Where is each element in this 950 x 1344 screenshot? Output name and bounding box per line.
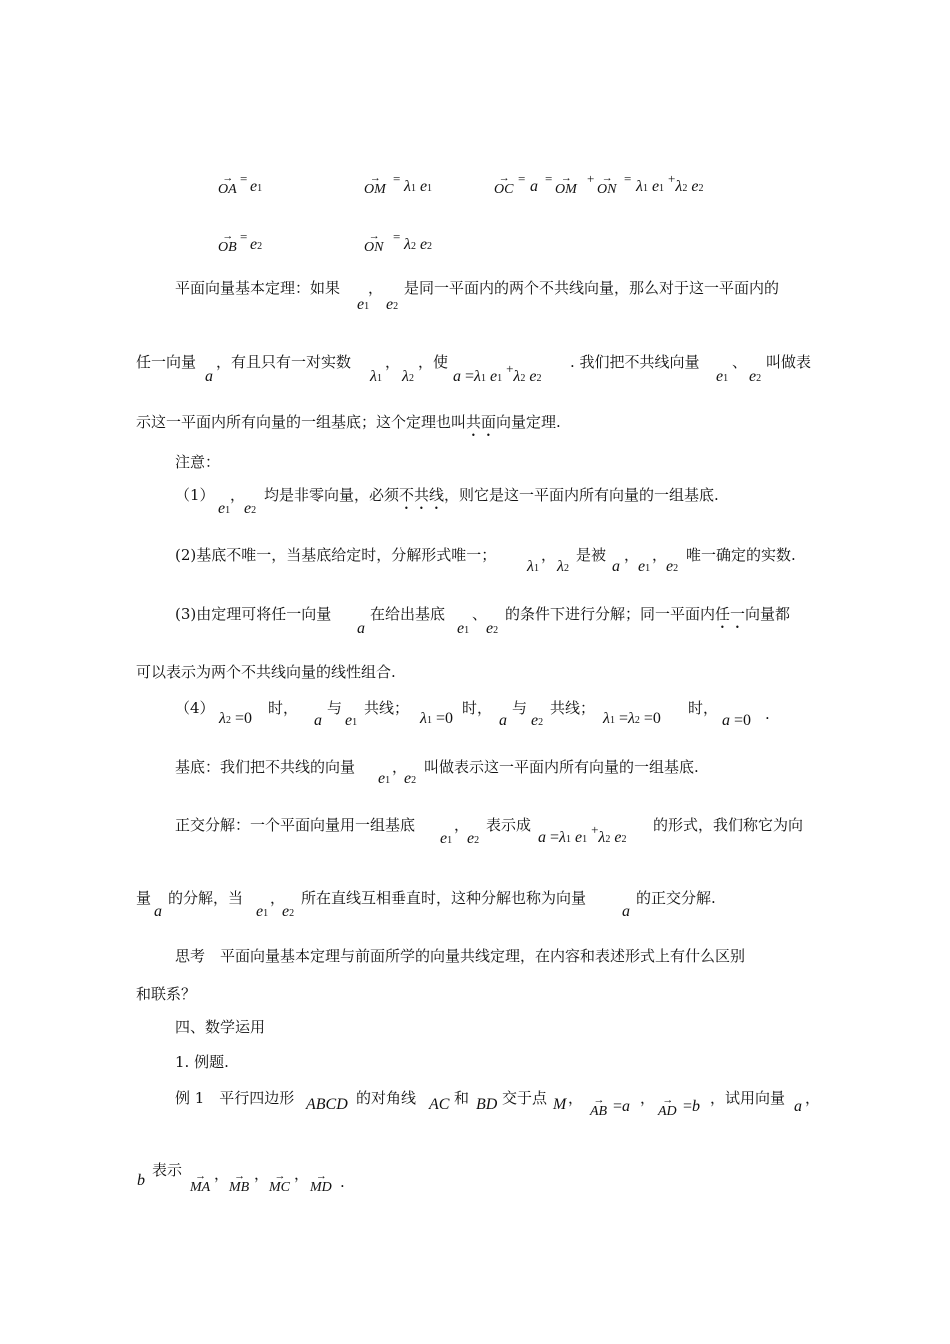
vector-md: → MD [310,1172,332,1196]
vector-a: a [612,558,620,575]
orthogonal-definition: 表示成 [486,816,532,834]
orthogonal-definition: 正交分解：一个平面向量用一组基底 [175,816,416,834]
lambda2: λ2 [402,368,414,385]
basis-e1: e1 [345,712,358,729]
basis-e2: e2 [244,500,257,517]
note-1: （1） [175,486,215,504]
plus-sign: + [587,171,595,186]
eq-sign: = [240,171,248,186]
lambda2-e2: λ2 e2 [404,236,433,253]
comma: ， [624,546,640,564]
note-4: 与 [512,699,528,717]
vector-ob: → OB [218,232,237,256]
orthogonal-definition: 的形式，我们称它为向 [653,816,804,834]
note-4: 时， [268,699,299,717]
comma: ， [385,353,401,371]
example-text: 和 [454,1089,470,1107]
ab-equals-a: =a [613,1098,631,1115]
note-2: 唯一确定的实数. [686,546,796,564]
note-3: (3)由定理可将任一向量 [175,605,332,623]
basis-e2: e2 [404,770,417,787]
vector-a: a [499,712,507,729]
basis-e2: e2 [467,830,480,847]
decomposition-formula: a =λ1 e1 +λ2 e2 [538,822,627,846]
theorem-text: . 我们把不共线向量 [570,353,700,371]
vector-a: a [622,903,630,920]
basis-e1: e1 [716,368,729,385]
vector-oc: → OC [494,174,513,198]
basis-e2: e2 [250,236,263,253]
comma: ， [270,889,286,907]
notes-title: 注意： [175,453,221,471]
comma: ， [541,546,557,564]
period: . [340,1173,345,1191]
vector-a: a [314,712,322,729]
note-3: 、 [472,605,488,623]
example-text: 例 1 平行四边形 [175,1089,295,1107]
orthogonal-definition: 所在直线互相垂直时，这种分解也称为向量 [301,889,587,907]
vector-a: a [154,903,162,920]
vector-ad: → AD [658,1096,677,1120]
vector-on: → ON [364,232,383,256]
basis-e1: e1 [638,558,651,575]
think-question: 思考 平面向量基本定理与前面所学的向量共线定理，在内容和表述形式上有什么区别 [175,947,746,965]
basis-e2: e2 [666,558,679,575]
basis-e1: e1 [256,903,269,920]
parallelogram-name: ABCD [306,1096,348,1113]
theorem-text: 、 [732,353,748,371]
comma: ， [640,1089,656,1107]
theorem-text: 任一向量 [136,353,197,371]
vector-a: a [357,620,365,637]
lambda2: λ2 [557,558,569,575]
lambda-both-zero: λ1 =λ2 =0 [603,710,661,727]
basis-e1: e1 [250,178,263,195]
vector-om: → OM [555,174,577,198]
theorem-text: 示这一平面内所有向量的一组基底；这个定理也叫共面向量定理. [136,413,561,431]
vector-a: a [794,1098,802,1115]
theorem-text: 平面向量基本定理：如果 [175,279,341,297]
basis-e1: e1 [378,770,391,787]
basis-e2: e2 [282,903,295,920]
note-3: 在给出基底 [370,605,446,623]
note-4: （4） [175,699,215,717]
basis-e1: e1 [457,620,470,637]
vector-mb: → MB [229,1172,249,1196]
example-text: ，试用向量 [710,1089,786,1107]
note-4: 时， [462,699,493,717]
theorem-text: 是同一平面内的两个不共线向量，那么对于这一平面内的 [404,279,780,297]
vector-a: a [530,178,538,195]
note-4: 时， [688,699,719,717]
period: . [765,705,770,723]
comma: ， [568,1089,584,1107]
vector-om: → OM [364,174,386,198]
eq-sign: = [393,229,401,244]
basis-definition: 叫做表示这一平面内所有向量的一组基底. [424,758,699,776]
theorem-text: ，使 [418,353,449,371]
comma: ， [254,1165,270,1183]
note-2: (2)基底不唯一，当基底给定时，分解形式唯一； [175,546,497,564]
vector-a: a [205,368,213,385]
comma: ， [230,486,246,504]
vector-ma: → MA [190,1172,210,1196]
ad-equals-b: =b [683,1098,701,1115]
note-3: 的条件下进行分解；同一平面内任一向量都 [505,605,791,623]
diagonal-ac: AC [429,1096,450,1113]
comma: ， [214,1165,230,1183]
lambda1: λ1 [370,368,382,385]
decomposition-formula: a =λ1 e1 +λ2 e2 [453,361,542,385]
basis-e2: e2 [386,296,399,313]
lambda1-e1: λ1 e1 [404,178,433,195]
basis-e2: e2 [486,620,499,637]
comma: ， [652,546,668,564]
eq-sign: = [624,171,632,186]
orthogonal-definition: 的正交分解. [636,889,716,907]
comma: ， [392,758,408,776]
note-3: 可以表示为两个不共线向量的线性组合. [136,663,396,681]
section-title: 四、数学运用 [175,1018,266,1036]
example-text: 表示 [152,1161,183,1179]
note-4: 与 [327,699,343,717]
example-text: 交于点 [502,1089,548,1107]
basis-e1: e1 [357,296,370,313]
orthogonal-definition: 的分解，当 [168,889,244,907]
basis-e2: e2 [531,712,544,729]
note-2: 是被 [576,546,607,564]
comma: ， [454,816,470,834]
basis-definition: 基底：我们把不共线的向量 [175,758,356,776]
comma: ， [368,279,384,297]
vector-ab: → AB [590,1096,607,1120]
eq-sign: = [518,171,526,186]
basis-e1: e1 [218,500,231,517]
a-zero: a =0 [722,712,752,729]
basis-e2: e2 [749,368,762,385]
think-question: 和联系？ [136,985,197,1003]
eq-sign: = [393,171,401,186]
example-text: 的对角线 [356,1089,417,1107]
point-m: M [553,1096,567,1113]
note-4: 共线； [550,699,596,717]
comma: ， [294,1165,310,1183]
note-4: 共线； [364,699,410,717]
lambda-sum: λ1 e1 +λ2 e2 [636,171,704,195]
lambda1-zero: λ1 =0 [420,710,453,727]
eq-sign: = [240,229,248,244]
note-1: 均是非零向量，必须不共线，则它是这一平面内所有向量的一组基底. [264,486,719,504]
diagonal-bd: BD [476,1096,498,1113]
vector-mc: → MC [269,1172,290,1196]
lambda1: λ1 [527,558,539,575]
theorem-text: ，有且只有一对实数 [216,353,352,371]
comma: ， [805,1089,821,1107]
subsection-title: 1. 例题. [175,1053,229,1071]
orthogonal-definition: 量 [136,889,152,907]
theorem-text: 叫做表 [766,353,812,371]
lambda2-zero: λ2 =0 [219,710,252,727]
vector-b: b [137,1172,145,1189]
eq-sign: = [545,171,553,186]
basis-e1: e1 [440,830,453,847]
vector-on: → ON [597,174,616,198]
vector-oa: → OA [218,174,237,198]
